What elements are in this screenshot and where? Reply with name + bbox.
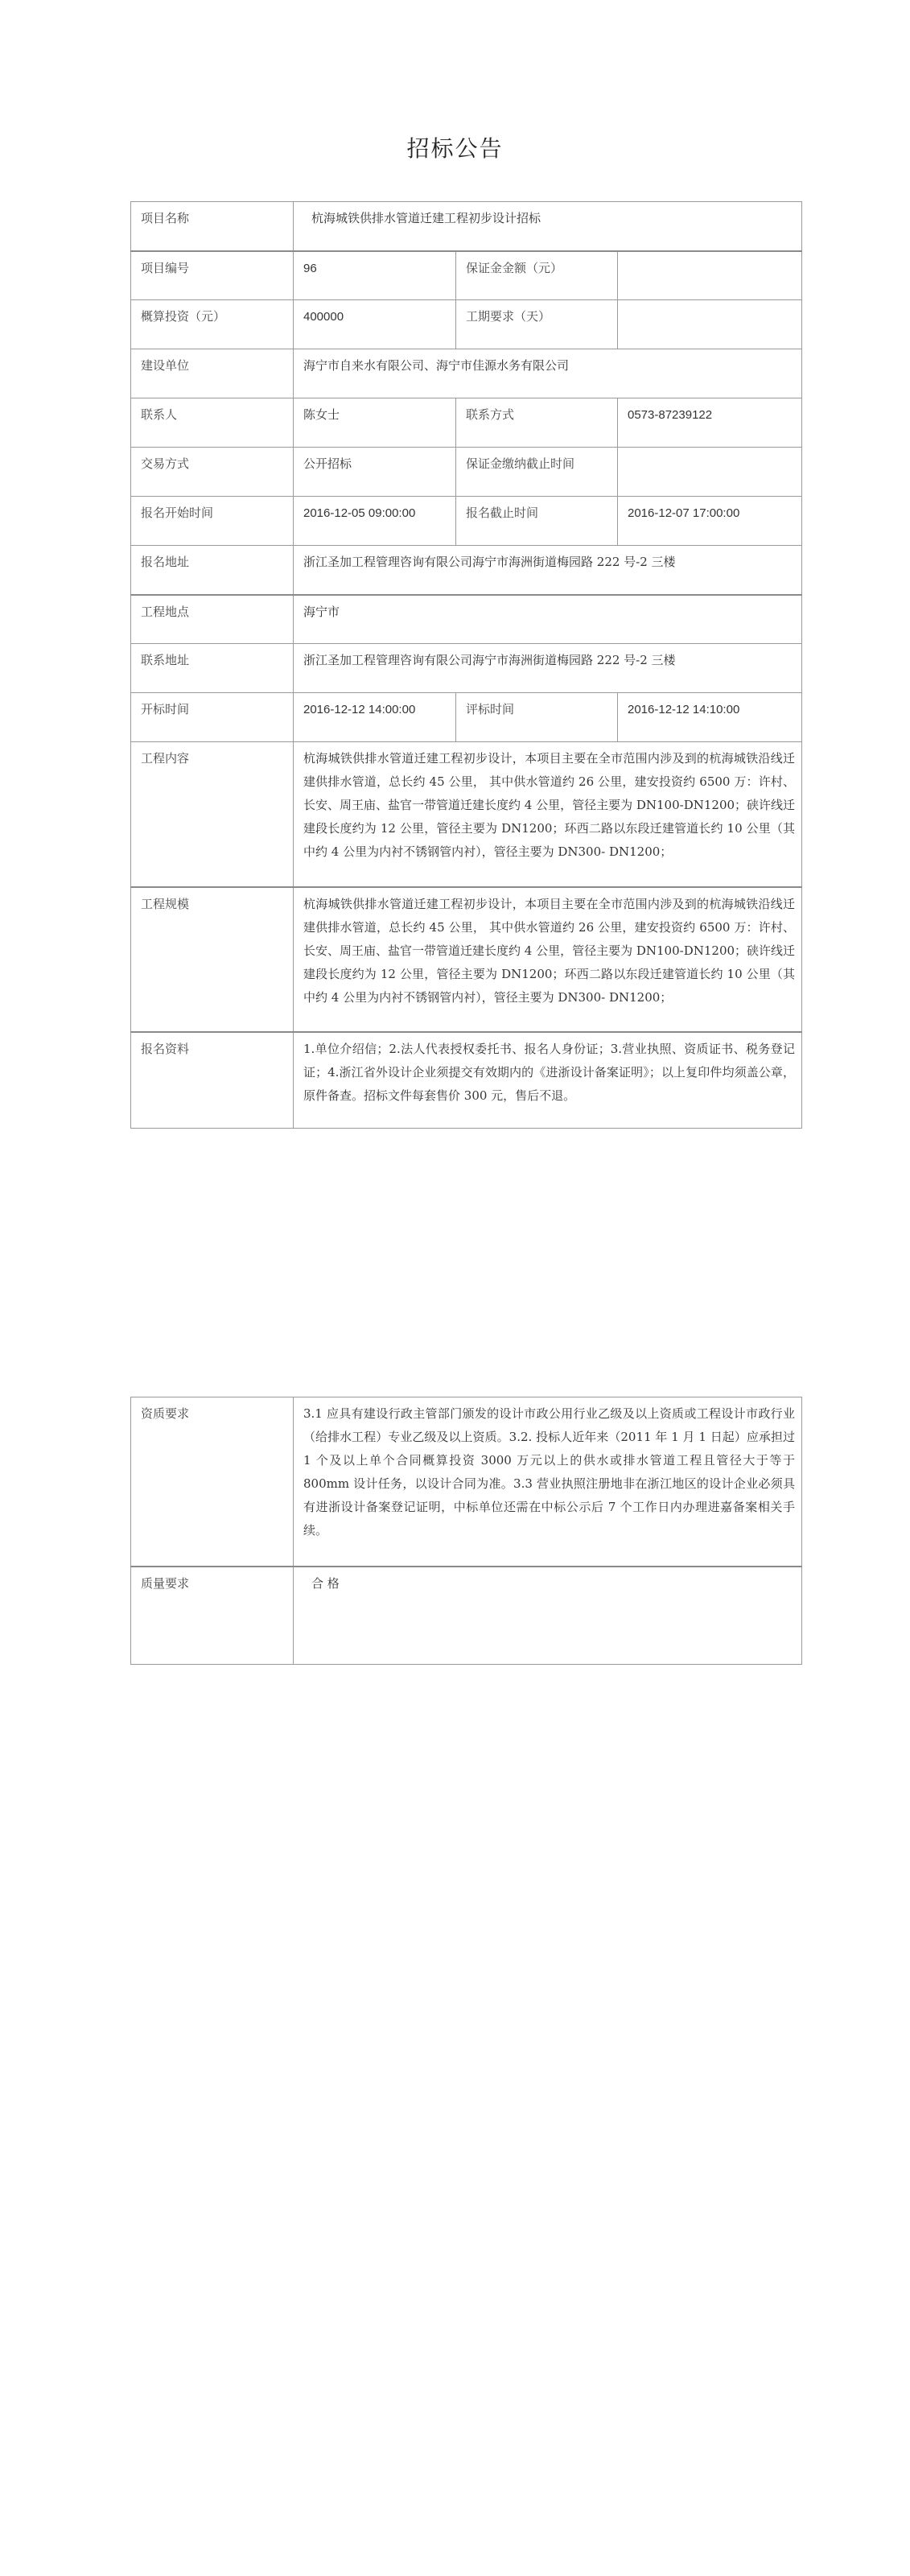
table-row — [131, 300, 802, 349]
table-row — [131, 1567, 802, 1665]
project-name-label: 项目名称 — [131, 202, 294, 251]
trade-value: 公开招标 — [294, 448, 456, 497]
open-time-label: 开标时间 — [131, 693, 294, 742]
reg-end-label: 报名截止时间 — [456, 497, 618, 546]
qualification-label: 资质要求 — [131, 1397, 294, 1567]
deposit-value — [618, 251, 802, 300]
table-row — [131, 251, 802, 300]
budget-label: 概算投资（元） — [131, 300, 294, 349]
docs-label: 报名资料 — [131, 1032, 294, 1129]
deposit-label: 保证金金额（元） — [456, 251, 618, 300]
eval-time-value: 2016-12-12 14:10:00 — [618, 693, 802, 742]
table-row — [131, 644, 802, 693]
project-no-label: 项目编号 — [131, 251, 294, 300]
eval-time-label: 评标时间 — [456, 693, 618, 742]
content-value: 杭海城铁供排水管道迁建工程初步设计，本项目主要在全市范围内涉及到的杭海城铁沿线迁建供排水管道，总长约 45 公里， 其中供水管道约 26 公里，建安投资约 6500 万：许村、长安、周王庙、盐官一带管道迁建长度约 4 公里，管径主要为 DN100-DN1200；硖许线迁建段长度约为 12 公里，管径主要为 DN1200；环西二路以东段迁建管道长约 10 公里（其中约 4 公里为内衬不锈钢管内衬），管径主要为 DN300- DN1200； — [294, 742, 802, 887]
budget-value: 400000 — [294, 300, 456, 349]
contact-addr-value: 浙江圣加工程管理咨询有限公司海宁市海洲街道梅园路 222 号-2 三楼 — [294, 644, 802, 693]
reg-addr-value: 浙江圣加工程管理咨询有限公司海宁市海洲街道梅园路 222 号-2 三楼 — [294, 546, 802, 595]
table-row — [131, 202, 802, 251]
table-row — [131, 448, 802, 497]
scale-value: 杭海城铁供排水管道迁建工程初步设计，本项目主要在全市范围内涉及到的杭海城铁沿线迁建供排水管道，总长约 45 公里， 其中供水管道约 26 公里，建安投资约 6500 万：许村、长安、周王庙、盐官一带管道迁建长度约 4 公里，管径主要为 DN100-DN1200；硖许线迁建段长度约为 12 公里，管径主要为 DN1200；环西二路以东段迁建管道长约 10 公里（其中约 4 公里为内衬不锈钢管内衬），管径主要为 DN300- DN1200； — [294, 887, 802, 1032]
project-name-value: 杭海城铁供排水管道迁建工程初步设计招标 — [294, 202, 802, 251]
table-row — [131, 1397, 802, 1567]
reg-start-label: 报名开始时间 — [131, 497, 294, 546]
table-row — [131, 497, 802, 546]
site-label: 工程地点 — [131, 595, 294, 644]
table-row — [131, 398, 802, 448]
project-no-value: 96 — [294, 251, 456, 300]
reg-addr-label: 报名地址 — [131, 546, 294, 595]
contact-label: 联系人 — [131, 398, 294, 448]
table-row — [131, 887, 802, 1032]
scale-label: 工程规模 — [131, 887, 294, 1032]
table-row — [131, 693, 802, 742]
deposit-deadline-label: 保证金缴纳截止时间 — [456, 448, 618, 497]
duration-value — [618, 300, 802, 349]
phone-label: 联系方式 — [456, 398, 618, 448]
quality-label: 质量要求 — [131, 1567, 294, 1665]
page-title: 招标公告 — [406, 135, 504, 162]
open-time-value: 2016-12-12 14:00:00 — [294, 693, 456, 742]
contact-addr-label: 联系地址 — [131, 644, 294, 693]
content-label: 工程内容 — [131, 742, 294, 887]
quality-value: 合 格 — [294, 1567, 802, 1665]
bid-info-table — [130, 201, 802, 1129]
contact-value: 陈女士 — [294, 398, 456, 448]
phone-value: 0573-87239122 — [618, 398, 802, 448]
qualification-value: 3.1 应具有建设行政主管部门颁发的设计市政公用行业乙级及以上资质或工程设计市政行业（给排水工程）专业乙级及以上资质。3.2. 投标人近年来（2011 年 1 月 1 日起）应承担过 1 个及以上单个合同概算投资 3000 万元以上的供水或排水管道工程且管径大于等于 800mm 设计任务，以设计合同为准。3.3 营业执照注册地非在浙江地区的设计企业必须具有进浙设计备案登记证明，中标单位还需在中标公示后 7 个工作日内办理进嘉备案相关手续。 — [294, 1397, 802, 1567]
duration-label: 工期要求（天） — [456, 300, 618, 349]
builder-label: 建设单位 — [131, 349, 294, 398]
table-row — [131, 742, 802, 887]
requirements-table — [130, 1397, 802, 1665]
trade-label: 交易方式 — [131, 448, 294, 497]
deposit-deadline-value — [618, 448, 802, 497]
site-value: 海宁市 — [294, 595, 802, 644]
table-row — [131, 546, 802, 595]
reg-end-value: 2016-12-07 17:00:00 — [618, 497, 802, 546]
table-row — [131, 349, 802, 398]
table-row — [131, 595, 802, 644]
docs-value: 1.单位介绍信；2.法人代表授权委托书、报名人身份证；3.营业执照、资质证书、税务登记证；4.浙江省外设计企业须提交有效期内的《进浙设计备案证明》；以上复印件均须盖公章，原件备查。招标文件每套售价 300 元，售后不退。 — [294, 1032, 802, 1129]
table-row — [131, 1032, 802, 1129]
builder-value: 海宁市自来水有限公司、海宁市佳源水务有限公司 — [294, 349, 802, 398]
reg-start-value: 2016-12-05 09:00:00 — [294, 497, 456, 546]
